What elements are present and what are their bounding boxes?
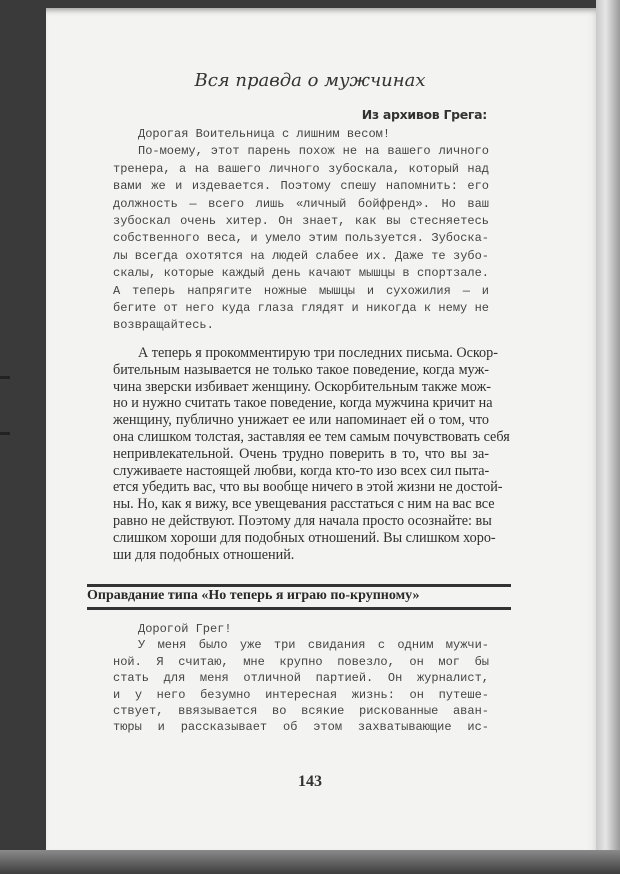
page-number: 143: [298, 773, 322, 790]
text-line: стать для меня отличной партией. Он журналист,: [113, 671, 489, 686]
text-line: зубоскал очень хитер. Он знает, как вы стесняетесь: [113, 214, 489, 228]
text-line: У меня было уже три свидания с одним мужчи-: [138, 638, 489, 653]
text-line: равно не действуют. Поэтому для начала просто осознайте: вы: [113, 513, 492, 529]
text-line: ной. Я считаю, мне крупно повезло, он мог бы: [113, 654, 489, 669]
text-line: должность — всего лишь «личный бойфренд». Но ваш: [113, 196, 489, 211]
text-line: А теперь я прокомментирую три последних письма. Оскор-: [138, 345, 498, 361]
running-title: Вся правда о мужчинах: [194, 70, 426, 91]
text-line: и у него безумно интересная жизнь: он путеше-: [113, 687, 489, 702]
text-line: вами же и издевается. Поэтому спешу напомнить: его: [113, 179, 489, 194]
text-line: слишком хороши для подобных отношений. Вы слишком хоро-: [113, 529, 496, 546]
text-line: женщину, публично унижает ее или напоминает ей о том, что: [113, 412, 489, 429]
text-line: А теперь напрягите ножные мышцы и сухожилия — и: [113, 283, 489, 298]
text-line: тюры и рассказывает об этом захватывающие ис-: [113, 720, 489, 735]
text-line: Дорогая Воительница с лишним весом!: [138, 127, 391, 141]
text-line: лы всегда охотятся на людей слабее их. Даже те зубо-: [113, 248, 489, 263]
text-line: ется убедить вас, что вы вообще ничего в этой жизни не достой-: [113, 479, 503, 496]
text-line: скалы, которые каждый день качают мышцы в спортзале.: [113, 266, 489, 281]
text-line: но и нужно считать такое поведение, когда мужчина кричит на: [113, 395, 493, 412]
text-line: бительным называется не только такое поведение, когда муж-: [113, 361, 489, 378]
scan-border: [0, 850, 620, 874]
text-line: ствует, ввязывается во всякие рискованные аван-: [113, 704, 489, 718]
heading-rule-top: [87, 584, 511, 587]
text-line: чина зверски избивает женщину. Оскорбительным также мож-: [113, 378, 492, 395]
text-line: тренера, а на вашего личного зубоскала, который над: [113, 161, 489, 176]
text-line: По-моему, этот парень похож не на вашего личного: [138, 144, 489, 159]
text-line: ши для подобных отношений.: [113, 546, 295, 563]
page-edge: [596, 0, 620, 874]
text-line: она слишком толстая, заставляя ее тем самым почувствовать себя: [113, 429, 510, 445]
text-line: собственного веса, и умело этим пользуется. Зубоска-: [113, 231, 489, 246]
heading-rule-bottom: [87, 607, 511, 610]
text-line: служиваете настоящей любви, когда кто-то изо всех сил пыта-: [113, 462, 490, 479]
text-line: непривлекательной. Очень трудно поверить в то, что вы за-: [113, 445, 489, 462]
text-line: ны. Но, как я вижу, все увещевания расстаться с ним на вас все: [113, 496, 495, 513]
text-line: возвращайтесь.: [113, 318, 214, 333]
text-line: бегите от него куда глаза глядят и никогда к нему не: [113, 301, 489, 315]
scan-mark: [0, 432, 10, 435]
section-heading: Оправдание типа «Но теперь я играю по-крупному»: [87, 588, 420, 603]
scan-mark: [0, 376, 10, 379]
archive-label: Из архивов Грега:: [361, 107, 487, 122]
text-line: Дорогой Грег!: [138, 622, 232, 636]
